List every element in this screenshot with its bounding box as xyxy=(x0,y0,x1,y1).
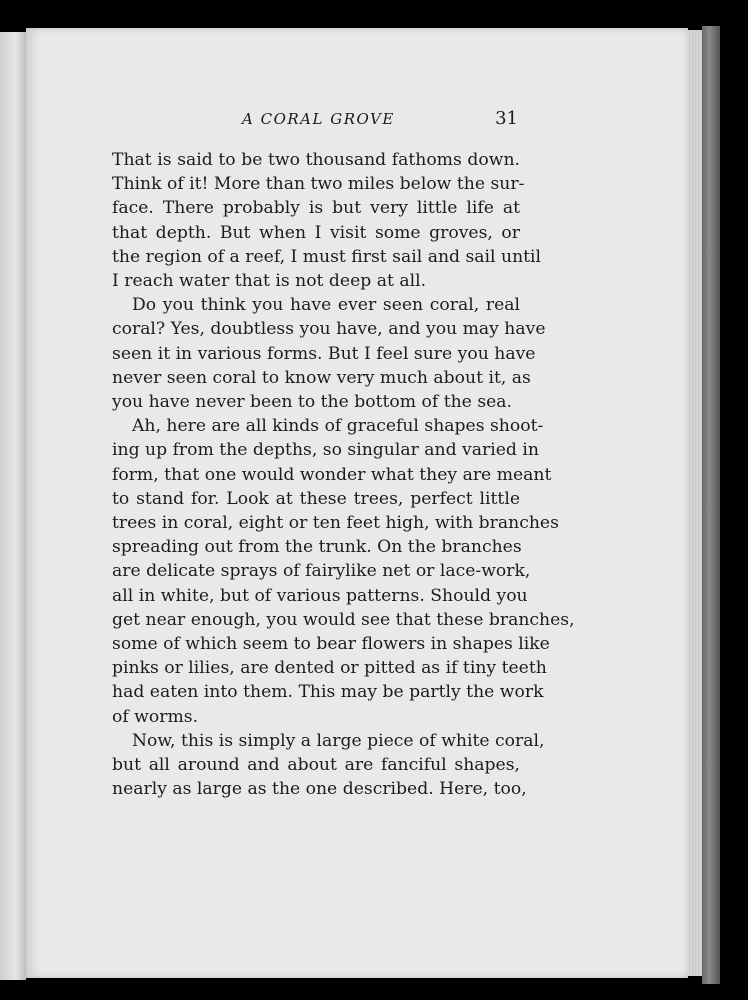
text-line: trees in coral, eight or ten feet high, with branches xyxy=(112,513,559,534)
text-line: form, that one would wonder what they are meant xyxy=(112,464,552,485)
text-line: nearly as large as the one described. Here, too, xyxy=(112,779,527,800)
page-block-edges xyxy=(688,30,702,976)
book-cover-edge xyxy=(702,26,720,984)
facing-page-edge xyxy=(0,32,26,980)
text-line: some of which seem to bear flowers in shapes like xyxy=(112,634,550,655)
page-header xyxy=(112,108,522,132)
text-line: you have never been to the bottom of the sea. xyxy=(112,392,513,413)
text-line: face. There probably is but very little life at xyxy=(112,198,520,219)
text-line: that depth. But when I visit some groves, or xyxy=(112,222,520,243)
text-line: seen it in various forms. But I feel sure you have xyxy=(112,343,536,364)
text-line: Ah, here are all kinds of graceful shapes shoot- xyxy=(132,416,544,437)
text-line: had eaten into them. This may be partly the work xyxy=(112,682,544,703)
running-title: A CORAL GROVE xyxy=(242,110,395,128)
text-line: coral? Yes, doubtless you have, and you may have xyxy=(112,319,546,340)
text-line: ing up from the depths, so singular and varied in xyxy=(112,440,539,461)
text-line: are delicate sprays of fairylike net or lace-work, xyxy=(112,561,531,582)
text-line: Think of it! More than two miles below the sur- xyxy=(112,174,525,195)
text-line: to stand for. Look at these trees, perfect little xyxy=(112,488,520,509)
text-line: I reach water that is not deep at all. xyxy=(112,271,427,292)
text-line: Now, this is simply a large piece of white coral, xyxy=(132,730,545,751)
text-line: the region of a reef, I must first sail and sail until xyxy=(112,246,542,267)
text-line: but all around and about are fanciful shapes, xyxy=(112,755,520,776)
page-number: 31 xyxy=(495,108,518,129)
text-line: get near enough, you would see that these branches, xyxy=(112,609,575,630)
text-line: pinks or lilies, are dented or pitted as if tiny teeth xyxy=(112,658,547,679)
text-line: all in white, but of various patterns. Should you xyxy=(112,585,528,606)
text-line: of worms. xyxy=(112,706,199,727)
body-text xyxy=(112,148,575,801)
text-line: That is said to be two thousand fathoms down. xyxy=(112,150,520,170)
text-line: spreading out from the trunk. On the branches xyxy=(112,537,522,558)
text-line: Do you think you have ever seen coral, real xyxy=(132,295,520,316)
text-line: never seen coral to know very much about it, as xyxy=(112,367,531,388)
